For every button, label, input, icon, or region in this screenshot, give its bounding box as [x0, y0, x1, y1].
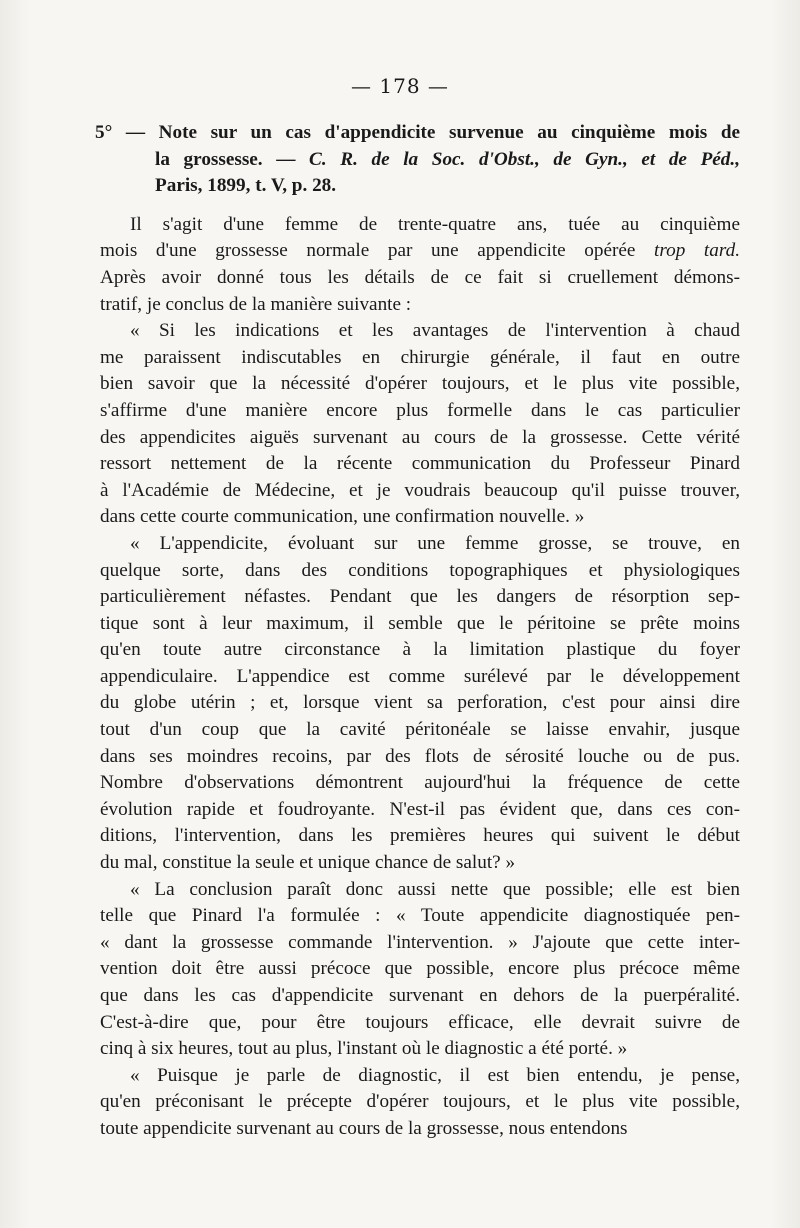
text-line: tout d'un coup que la cavité péritonéale se laisse envahir, jusque — [100, 719, 740, 741]
entry-line-1 — [95, 120, 740, 147]
entry-number: 5° — [95, 122, 113, 143]
text-line: quelque sorte, dans des conditions topographiques et physiologiques — [100, 559, 740, 581]
bibliography-entry — [95, 120, 741, 200]
paragraph — [100, 1063, 740, 1143]
text-line: du mal, constitue la seule et unique chance de salut? » — [100, 852, 516, 874]
entry-line-2 — [100, 147, 740, 174]
entry-line-3 — [100, 173, 740, 200]
text-line: « L'appendicite, évoluant sur une femme grosse, se trouve, en — [130, 532, 740, 554]
entry-dash: — — [125, 122, 146, 143]
spacer — [100, 200, 740, 212]
text-line: dans ses moindres recoins, par des flots de sérosité louche ou de pus. — [100, 745, 740, 767]
text-line: Il s'agit d'une femme de trente-quatre ans, tuée au cinquième — [130, 213, 740, 235]
text-line: que dans les cas d'appendicite survenant en dehors de la puerpéralité. — [100, 985, 740, 1006]
text-line: tique sont à leur maximum, il semble que le péritoine se prête moins — [100, 612, 740, 634]
text-line: ditions, l'intervention, dans les premières heures qui suivent le début — [100, 825, 740, 847]
text-line: particulièrement néfastes. Pendant que les dangers de résorption sep- — [100, 586, 740, 608]
text-line: appendiculaire. L'appendice est comme surélevé par le développement — [100, 665, 740, 687]
page-number: — 178 — — [351, 74, 449, 98]
entry-citation: Paris, 1899, t. V, p. 28. — [155, 175, 337, 197]
text-line: bien savoir que la nécessité d'opérer toujours, et le plus vite possible, — [100, 373, 740, 395]
text-line: « dant la grossesse commande l'intervention. » J'ajoute que cette inter- — [100, 931, 740, 953]
text-line: me paraissent indiscutables en chirurgie générale, il faut en outre — [100, 346, 740, 368]
text-line: des appendicites aiguës survenant au cours de la grossesse. Cette vérité — [100, 426, 740, 448]
text-line: « Puisque je parle de diagnostic, il est bien entendu, je pense, — [130, 1064, 740, 1086]
entry-title-cont: la grossesse. — — [155, 148, 310, 170]
paragraph — [100, 212, 740, 318]
paragraph — [100, 318, 740, 531]
paragraph — [100, 877, 740, 1063]
text-line: qu'en préconisant le précepte d'opérer toujours, et le plus vite possible, — [100, 1091, 740, 1113]
text-line: évolution rapide et foudroyante. N'est-il pas évident que, dans ces con- — [100, 798, 740, 820]
text-line: tratif, je conclus de la manière suivante : — [100, 293, 412, 315]
text-line: Après avoir donné tous les détails de ce fait si cruellement démons- — [100, 266, 740, 288]
text-line: cinq à six heures, tout au plus, l'instant où le diagnostic a été porté. » — [100, 1038, 628, 1060]
text-line: du globe utérin ; et, lorsque vient sa perforation, c'est pour ainsi dire — [100, 692, 740, 714]
text-line: C'est-à-dire que, pour être toujours efficace, elle devrait suivre de — [100, 1011, 740, 1033]
text-line: ressort nettement de la récente communication du Professeur Pinard — [100, 453, 740, 475]
text-line: mois d'une grossesse normale par une appendicite opérée trop tard. — [100, 240, 740, 262]
paragraphs — [100, 212, 740, 1143]
paragraph — [100, 531, 740, 877]
text-line: s'affirme d'une manière encore plus formelle dans le cas particulier — [100, 399, 740, 421]
text-line: dans cette courte communication, une confirmation nouvelle. » — [100, 506, 585, 528]
page-body — [95, 120, 741, 1143]
entry-source: C. R. de la Soc. d'Obst., de Gyn., et de Péd., — [309, 148, 740, 170]
text-line: Nombre d'observations démontrent aujourd'hui la fréquence de cette — [100, 772, 740, 794]
text-line: « La conclusion paraît donc aussi nette que possible; elle est bien — [130, 878, 740, 900]
text-line: vention doit être aussi précoce que possible, encore plus précoce même — [100, 958, 740, 980]
text-line: à l'Académie de Médecine, et je voudrais beaucoup qu'il puisse trouver, — [100, 479, 740, 501]
text-line: « Si les indications et les avantages de l'intervention à chaud — [130, 320, 740, 342]
text-line: toute appendicite survenant au cours de la grossesse, nous entendons — [100, 1117, 628, 1139]
entry-title: Note sur un cas d'appendicite survenue au cinquième mois de — [158, 122, 741, 143]
text-line: qu'en toute autre circonstance à la limitation plastique du foyer — [100, 639, 740, 661]
text-line: telle que Pinard l'a formulée : « Toute appendicite diagnostiquée pen- — [100, 905, 740, 927]
